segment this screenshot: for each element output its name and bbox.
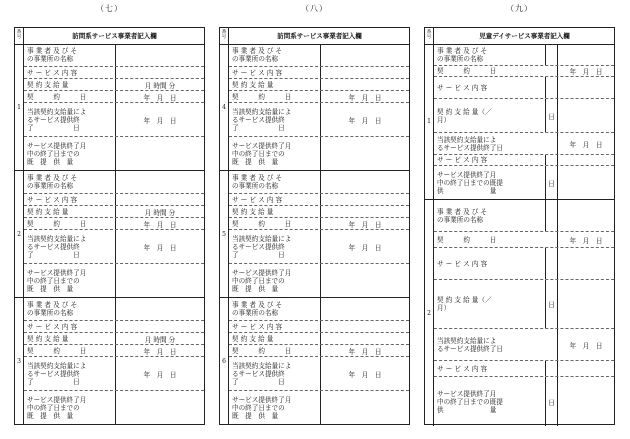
row-value-field[interactable] bbox=[116, 298, 204, 320]
group-rows bbox=[24, 44, 204, 170]
row-value-field[interactable]: 年 月 日 bbox=[348, 347, 382, 356]
form-row bbox=[229, 206, 409, 218]
row-value-field[interactable] bbox=[321, 194, 409, 205]
row-label: 当該契約支給量によ るサービス提供終了日 bbox=[434, 133, 558, 154]
row-value-field[interactable] bbox=[321, 391, 409, 425]
form-row bbox=[229, 345, 409, 357]
panel-7-label: （七） bbox=[96, 4, 123, 13]
row-value-field[interactable] bbox=[321, 137, 409, 171]
row-label: サービス提供終了月 中の終了日までの 既 提 供 量 bbox=[24, 137, 116, 171]
form-row bbox=[229, 103, 409, 137]
row-value-field[interactable] bbox=[321, 333, 409, 344]
group-number: 1 bbox=[15, 44, 24, 170]
panel-7 bbox=[14, 0, 205, 439]
row-label: 契 約 支 給 量 bbox=[24, 206, 116, 217]
form-row bbox=[229, 230, 409, 264]
form-row bbox=[24, 264, 204, 298]
row-label: 契 約 支 給 量 bbox=[24, 333, 116, 344]
row-value-field[interactable] bbox=[116, 264, 204, 298]
row-label: サ ー ビ ス 内 容 bbox=[434, 77, 546, 98]
row-label: 当該契約支給量によ るサービス提供終 了 日 bbox=[229, 230, 321, 263]
panel-8-label: （八） bbox=[301, 4, 328, 13]
row-label: 契 約 日 bbox=[229, 91, 321, 102]
row-label: 事 業 者 及 び そ の事業所の名称 bbox=[434, 44, 546, 65]
form-row bbox=[229, 44, 409, 67]
form-row bbox=[24, 230, 204, 264]
panel-8-groups bbox=[220, 44, 409, 424]
group-number: 2 bbox=[15, 171, 24, 297]
row-label: 当該契約支給量によ るサービス提供終 了 日 bbox=[229, 103, 321, 136]
form-row bbox=[24, 333, 204, 345]
row-value-field[interactable] bbox=[558, 77, 614, 98]
number-header: 番号 bbox=[425, 28, 434, 44]
row-value-field[interactable]: 月 時間 分 bbox=[144, 208, 176, 217]
form-row bbox=[229, 67, 409, 79]
form-row bbox=[24, 194, 204, 206]
form-row bbox=[229, 79, 409, 91]
panel-7-header bbox=[15, 28, 204, 45]
row-value-field[interactable]: 月 時間 分 bbox=[144, 335, 176, 344]
row-label: 事 業 者 及 び そ の事業所の名称 bbox=[24, 44, 116, 66]
panel-9-title: 児童デイサービス事業者記入欄 bbox=[479, 32, 570, 40]
row-value-field[interactable]: 年 月 日 bbox=[143, 370, 177, 379]
service-group bbox=[15, 44, 204, 171]
row-value-field[interactable]: 月 時間 分 bbox=[144, 81, 176, 90]
row-label: 事 業 者 及 び そ の事業所の名称 bbox=[24, 298, 116, 320]
form-row bbox=[434, 99, 614, 133]
row-value-field[interactable]: 年 月 日 bbox=[348, 93, 382, 102]
form-row bbox=[24, 218, 204, 230]
row-unit bbox=[546, 44, 558, 65]
row-label: 当該契約支給量によ るサービス提供終了日 bbox=[434, 329, 558, 360]
row-label: 事 業 者 及 び そ の事業所の名称 bbox=[434, 200, 546, 231]
row-value-field[interactable] bbox=[116, 194, 204, 205]
row-value-field[interactable] bbox=[321, 298, 409, 320]
panel-7-form bbox=[14, 27, 205, 425]
row-value-field[interactable]: 年 月 日 bbox=[143, 243, 177, 252]
row-value-field[interactable] bbox=[116, 67, 204, 78]
group-rows bbox=[229, 44, 409, 170]
row-label: 契 約 日 bbox=[229, 345, 321, 356]
group-number: 1 bbox=[425, 44, 434, 199]
row-label: 当該契約支給量によ るサービス提供終 了 日 bbox=[24, 357, 116, 390]
form-row bbox=[434, 377, 614, 426]
panel-9-header bbox=[425, 28, 614, 45]
row-label: 契 約 日 bbox=[229, 218, 321, 229]
row-value-field[interactable] bbox=[116, 137, 204, 171]
number-header: 番号 bbox=[220, 28, 229, 44]
form-row bbox=[229, 264, 409, 298]
row-label: 当該契約支給量によ るサービス提供終 了 日 bbox=[229, 357, 321, 390]
row-label: サ ー ビ ス 内 容 bbox=[434, 248, 546, 279]
row-label: サ ー ビ ス 内 容 bbox=[24, 194, 116, 205]
form-row bbox=[24, 79, 204, 91]
form-row bbox=[434, 232, 614, 248]
form-row bbox=[434, 200, 614, 232]
row-label: サービス提供終了月 中の終了日までの 既 提 供 量 bbox=[229, 391, 321, 425]
row-unit: 日 bbox=[546, 280, 558, 328]
form-row bbox=[434, 133, 614, 155]
group-rows bbox=[24, 298, 204, 424]
row-value-field[interactable] bbox=[321, 206, 409, 217]
row-label: 契 約 日 bbox=[24, 91, 116, 102]
panel-9 bbox=[424, 0, 615, 439]
row-value-field[interactable] bbox=[116, 44, 204, 66]
panel-8-form bbox=[219, 27, 410, 425]
form-row bbox=[229, 91, 409, 103]
form-row bbox=[434, 166, 614, 200]
service-group bbox=[425, 200, 614, 426]
row-label: 当該契約支給量によ るサービス提供終 了 日 bbox=[24, 103, 116, 136]
form-row bbox=[434, 280, 614, 329]
row-unit bbox=[546, 155, 558, 165]
row-value-field[interactable] bbox=[558, 99, 614, 132]
form-row bbox=[434, 77, 614, 99]
form-row bbox=[24, 44, 204, 67]
form-row bbox=[229, 137, 409, 171]
panel-8-title: 訪問系サービス事業者記入欄 bbox=[277, 32, 362, 40]
row-unit: 日 bbox=[546, 166, 558, 200]
form-row bbox=[434, 248, 614, 280]
panel-7-title: 訪問系サービス事業者記入欄 bbox=[72, 32, 157, 40]
row-value-field[interactable]: 年 月 日 bbox=[143, 93, 177, 102]
row-value-field[interactable] bbox=[558, 155, 614, 165]
row-value-field[interactable] bbox=[321, 44, 409, 66]
row-value-field[interactable]: 年 月 日 bbox=[348, 220, 382, 229]
row-label: 契 約 支 給 量 bbox=[229, 206, 321, 217]
row-unit: 日 bbox=[546, 377, 558, 426]
row-value-field[interactable] bbox=[116, 391, 204, 425]
row-value-field[interactable] bbox=[558, 44, 614, 65]
group-number: 2 bbox=[425, 200, 434, 426]
row-value-field[interactable] bbox=[558, 361, 614, 376]
row-value-field[interactable]: 年 月 日 bbox=[143, 347, 177, 356]
form-row bbox=[434, 155, 614, 166]
row-label: サ ー ビ ス 内 容 bbox=[24, 321, 116, 332]
panel-9-label: （九） bbox=[506, 4, 533, 13]
row-label: サ ー ビ ス 内 容 bbox=[434, 155, 546, 165]
row-unit: 日 bbox=[546, 99, 558, 132]
row-value-field[interactable]: 年 月 日 bbox=[569, 236, 603, 245]
form-row bbox=[434, 329, 614, 361]
form-row bbox=[434, 66, 614, 77]
number-header: 番号 bbox=[15, 28, 24, 44]
row-label: 事 業 者 及 び そ の事業所の名称 bbox=[229, 171, 321, 193]
row-value-field[interactable] bbox=[558, 248, 614, 279]
form-row bbox=[229, 321, 409, 333]
panel-8 bbox=[219, 0, 410, 439]
row-value-field[interactable] bbox=[558, 200, 614, 231]
row-unit bbox=[546, 248, 558, 279]
row-unit bbox=[546, 361, 558, 376]
form-row bbox=[24, 171, 204, 194]
form-row bbox=[434, 361, 614, 377]
row-value-field[interactable] bbox=[321, 79, 409, 90]
row-label: サービス提供終了月 中の終了日までの 既 提 供 量 bbox=[24, 264, 116, 298]
row-label: サ ー ビ ス 内 容 bbox=[229, 321, 321, 332]
form-row bbox=[24, 103, 204, 137]
panel-8-header bbox=[220, 28, 409, 45]
group-number: 4 bbox=[220, 44, 229, 170]
row-value-field[interactable]: 年 月 日 bbox=[143, 116, 177, 125]
row-value-field[interactable] bbox=[321, 264, 409, 298]
row-label: サ ー ビ ス 内 容 bbox=[229, 67, 321, 78]
service-group bbox=[425, 44, 614, 200]
row-value-field[interactable] bbox=[558, 280, 614, 328]
row-value-field[interactable]: 年 月 日 bbox=[569, 68, 603, 76]
form-row bbox=[24, 206, 204, 218]
row-value-field[interactable] bbox=[558, 377, 614, 426]
panel-9-groups bbox=[425, 44, 614, 424]
row-label: 契 約 支 給 量（／ 月） bbox=[434, 99, 546, 132]
row-value-field[interactable]: 年 月 日 bbox=[569, 140, 603, 149]
panel-9-form bbox=[424, 27, 615, 425]
row-value-field[interactable]: 年 月 日 bbox=[569, 341, 603, 350]
form-row bbox=[229, 218, 409, 230]
row-label: 事 業 者 及 び そ の事業所の名称 bbox=[229, 298, 321, 320]
row-label: 契 約 支 給 量 bbox=[229, 79, 321, 90]
form-row bbox=[24, 391, 204, 425]
row-value-field[interactable] bbox=[321, 67, 409, 78]
group-rows bbox=[434, 44, 614, 199]
row-label: サービス提供終了月 中の終了日までの 既 提 供 量 bbox=[229, 264, 321, 298]
row-label: サービス提供終了月 中の終了日までの既提 供 量 bbox=[434, 377, 546, 426]
form-row bbox=[24, 357, 204, 391]
row-label: 事 業 者 及 び そ の事業所の名称 bbox=[24, 171, 116, 193]
form-row bbox=[24, 321, 204, 333]
row-value-field[interactable] bbox=[558, 166, 614, 200]
form-row bbox=[434, 44, 614, 66]
service-group bbox=[15, 298, 204, 425]
row-label: 契 約 支 給 量 bbox=[24, 79, 116, 90]
row-label: サービス提供終了月 中の終了日までの 既 提 供 量 bbox=[229, 137, 321, 171]
row-label: サービス提供終了月 中の終了日までの既提 供 量 bbox=[434, 166, 546, 200]
row-label: 契 約 日 bbox=[434, 66, 558, 76]
row-label: 契 約 支 給 量（／ 月） bbox=[434, 280, 546, 328]
group-rows bbox=[24, 171, 204, 297]
panel-7-groups bbox=[15, 44, 204, 424]
form-row bbox=[24, 91, 204, 103]
group-number: 3 bbox=[15, 298, 24, 424]
row-value-field[interactable]: 年 月 日 bbox=[348, 243, 382, 252]
row-value-field[interactable]: 年 月 日 bbox=[143, 220, 177, 229]
row-label: 契 約 日 bbox=[434, 232, 558, 247]
row-unit bbox=[546, 200, 558, 231]
form-row bbox=[24, 137, 204, 171]
service-group bbox=[220, 44, 409, 171]
row-label: 契 約 支 給 量 bbox=[229, 333, 321, 344]
group-rows bbox=[229, 298, 409, 424]
form-row bbox=[24, 298, 204, 321]
row-label: サービス提供終了月 中の終了日までの 既 提 供 量 bbox=[24, 391, 116, 425]
row-unit bbox=[546, 77, 558, 98]
form-row bbox=[229, 333, 409, 345]
row-value-field[interactable] bbox=[321, 171, 409, 193]
row-label: 当該契約支給量によ るサービス提供終 了 日 bbox=[24, 230, 116, 263]
group-number: 5 bbox=[220, 171, 229, 297]
row-label: サ ー ビ ス 内 容 bbox=[434, 361, 546, 376]
service-group bbox=[220, 298, 409, 425]
service-group bbox=[220, 171, 409, 298]
service-group bbox=[15, 171, 204, 298]
group-rows bbox=[229, 171, 409, 297]
form-row bbox=[229, 298, 409, 321]
group-number: 6 bbox=[220, 298, 229, 424]
row-value-field[interactable]: 年 月 日 bbox=[348, 116, 382, 125]
row-label: 契 約 日 bbox=[24, 218, 116, 229]
form-row bbox=[229, 171, 409, 194]
form-row bbox=[24, 345, 204, 357]
form-row bbox=[229, 194, 409, 206]
form-row bbox=[229, 391, 409, 425]
form-row bbox=[24, 67, 204, 79]
row-value-field[interactable] bbox=[116, 321, 204, 332]
row-label: サ ー ビ ス 内 容 bbox=[24, 67, 116, 78]
row-label: 契 約 日 bbox=[24, 345, 116, 356]
form-row bbox=[229, 357, 409, 391]
group-rows bbox=[434, 200, 614, 426]
row-value-field[interactable] bbox=[321, 321, 409, 332]
row-value-field[interactable] bbox=[116, 171, 204, 193]
row-label: サ ー ビ ス 内 容 bbox=[229, 194, 321, 205]
row-label: 事 業 者 及 び そ の事業所の名称 bbox=[229, 44, 321, 66]
row-value-field[interactable]: 年 月 日 bbox=[348, 370, 382, 379]
